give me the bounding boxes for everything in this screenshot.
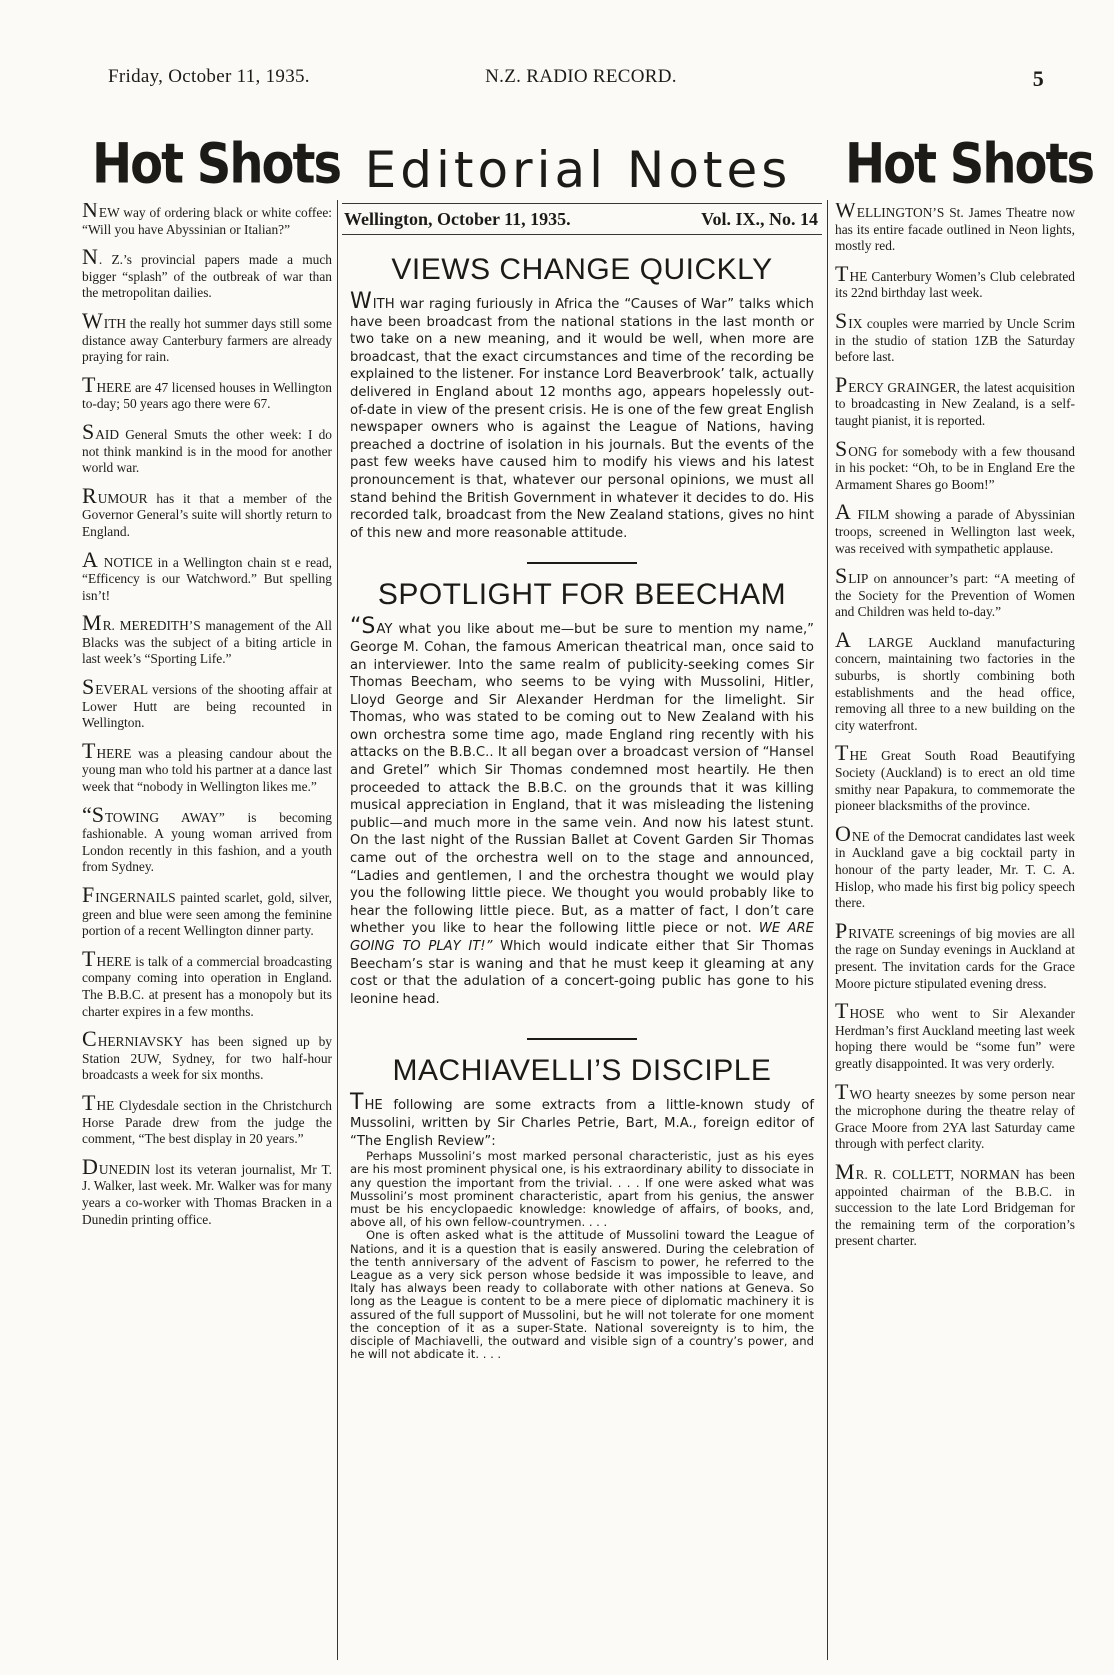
paragraph: SEVERAL versions of the shooting affair at Lower Hutt are being recounted in Wellington. bbox=[82, 674, 332, 731]
separator-rule bbox=[527, 562, 637, 564]
headline-beecham: SPOTLIGHT FOR BEECHAM bbox=[377, 578, 787, 612]
paragraph: THOSE who went to Sir Alexander Herdman’s first Auckland meeting last week hoping there would be “some fun” were greatly disappointed. It was very orderly. bbox=[835, 998, 1075, 1071]
paragraph: THERE are 47 licensed houses in Wellington to-day; 50 years ago there were 67. bbox=[82, 371, 332, 412]
headline-views-change: VIEWS CHANGE QUICKLY bbox=[391, 253, 773, 286]
paragraph: DUNEDIN lost its veteran journalist, Mr T. J. Walker, last week. Mr. Walker was for many years a co-worker with Thomas Bracken in a Dunedin printing office. bbox=[82, 1153, 332, 1227]
paragraph: TWO hearty sneezes by some person near the microphone during the theatre relay of Grace Moore from 2YA last Saturday came through with perfect clarity. bbox=[835, 1078, 1075, 1152]
dateline bbox=[342, 203, 822, 235]
editorial-notes-heading: Editorial Notes bbox=[364, 141, 792, 199]
paragraph: MR. R. COLLETT, NORMAN has been appointed chairman of the B.B.C. in succession to the late Lord Bridgeman for the remaining term of the corporation’s present charter. bbox=[835, 1158, 1075, 1249]
paragraph: A NOTICE in a Wellington chain st e read, “Efficency is our Watchword.” But spelling isn’t! bbox=[82, 546, 332, 603]
paragraph: N. Z.’s provincial papers made a much bigger “splash” of the outbreak of war than the metropolitan dailies. bbox=[82, 244, 332, 301]
paragraph: RUMOUR has it that a member of the Governor General’s suite will shortly return to England. bbox=[82, 482, 332, 539]
paragraph: THE Canterbury Women’s Club celebrated its 22nd birthday last week. bbox=[835, 260, 1075, 301]
paragraph: ONE of the Democrat candidates last week in Auckland gave a big cocktail party in honour of the party leader, Mr. T. C. A. Hislop, who made his first big policy speech there. bbox=[835, 820, 1075, 911]
editorial-column bbox=[342, 203, 822, 1361]
column-divider-right bbox=[827, 200, 828, 1660]
separator-rule bbox=[527, 1038, 637, 1040]
paragraph: NEW way of ordering black or white coffee: “Will you have Abyssinian or Italian?” bbox=[82, 203, 332, 237]
paragraph: One is often asked what is the attitude of Mussolini toward the League of Nations, and it is a question that is easily answered. During the celebration of the tenth anniversary of the advent of Fascism to power, he referred to the League as a very sick person whose bedside it was impossible to leave, and Italy has always been ready to collaborate with other nations at Geneva. So long as the League is content to be a mere piece of diplomatic machinery it is assured of the full support of Mussolini, but he will not tolerate for one moment the conception of it as a super-State. National sovereignty is to him, the disciple of Machiavelli, the outward and visible sign of a country’s power, and he will not abdicate it. . . . bbox=[350, 1228, 814, 1362]
headline-machiavelli: MACHIAVELLI’S DISCIPLE bbox=[392, 1054, 772, 1088]
paragraph: SAID General Smuts the other week: I do not think mankind is in the mood for another world war. bbox=[82, 418, 332, 476]
publication-name: N.Z. RADIO RECORD. bbox=[485, 66, 677, 87]
paragraph: FINGERNAILS painted scarlet, gold, silver, green and blue were seen among the feminine portion of a recent Wellington dinner party. bbox=[82, 882, 332, 939]
paragraph: A LARGE Auckland manufacturing concern, maintaining two factories in the suburbs, is shortly combining both establishments and the head office, removing all three to a new building on the city waterfront. bbox=[835, 626, 1075, 733]
paragraph: PRIVATE screenings of big movies are all the rage on Sunday evenings in Auckland at present. The invitation cards for the Grace Moore picture stipulated evening dress. bbox=[835, 917, 1075, 991]
hot-shots-left-column bbox=[82, 203, 332, 1663]
page-header bbox=[108, 66, 1054, 96]
paragraph: SONG for somebody with a few thousand in his pocket: “Oh, to be in England Ere the Armament Shares go Boom!” bbox=[835, 435, 1075, 492]
paragraph: THE Clydesdale section in the Christchurch Horse Parade drew from the judge the comment, “The best display in 20 years.” bbox=[82, 1089, 332, 1147]
paragraph: SLIP on announcer’s part: “A meeting of the Society for the Prevention of Women and Children was held to-day.” bbox=[835, 563, 1075, 620]
hot-shots-heading-left: Hot Shots bbox=[92, 131, 341, 197]
paragraph: PERCY GRAINGER, the latest acquisition to broadcasting in New Zealand, is a self-taught pianist, it is reported. bbox=[835, 371, 1075, 428]
paragraph: SIX couples were married by Uncle Scrim in the studio of station 1ZB the Saturday before last. bbox=[835, 307, 1075, 365]
dateline-place-date: Wellington, October 11, 1935. bbox=[344, 209, 571, 229]
paragraph: WELLINGTON’S St. James Theatre now has its entire facade outlined in Neon lights, mostly red. bbox=[835, 203, 1075, 254]
paragraph: THERE was a pleasing candour about the young man who told his partner at a dance last week that “nobody in Wellington likes me.” bbox=[82, 737, 332, 795]
hot-shots-right-column bbox=[835, 203, 1075, 1663]
paragraph: Perhaps Mussolini’s most marked personal characteristic, just as his eyes are his most prominent physical one, is his extraordinary ability to dissociate in any question the important from the trivial. . . . If one were asked what was Mussolini’s most prominent characteristic, apart from his genius, the answer must be his encyclopaedic knowledge: knowledge of affairs, of books, and, above all, of his own fellow-countrymen. . . . bbox=[350, 1149, 814, 1230]
article-views-change: WITH war raging furiously in Africa the “Causes of War” talks which have been broadcast from the national stations in the last month or two take on a new meaning, and it would be well, when more are broadcast, that the exact circumstances and time of the recording be explained to the listener. For instance Lord Beaverbrook’ talk, actually delivered in England about 12 months ago, appears hopelessly out-of-date in view of the present crisis. He is one of the few great English newspaper owners who is against the League of Nations, having preached a doctrine of isolation in his journals. But the events of the past few weeks have caused him to modify his views and his latest pronouncement is that, whatever our personal opinions, we must all stand behind the British Government in whatever it decides to do. His recorded talk, broadcast from the New Zealand stations, gives no hint of this new and more reasonable attitude. bbox=[350, 289, 814, 541]
page-number: 5 bbox=[1032, 66, 1044, 91]
paragraph: CHERNIAVSKY has been signed up by Station 2UW, Sydney, for two half-hour broadcasts a week for six months. bbox=[82, 1026, 332, 1083]
paragraph: WITH the really hot summer days still some distance away Canterbury farmers are already praying for rain. bbox=[82, 307, 332, 365]
paragraph: A FILM showing a parade of Abyssinian troops, screened in Wellington last week, was received with sympathetic applause. bbox=[835, 499, 1075, 556]
paragraph: THERE is talk of a commercial broadcasting company coming into operation in England. The B.B.C. at present has a monopoly but its charter expires in a few months. bbox=[82, 945, 332, 1019]
article-beecham: “SAY what you like about me—but be sure to mention my name,” George M. Cohan, the famous American theatrical man, once said to an interviewer. Into the same realm of publicity-seeking comes Sir Thomas Beecham, who seems to be vying with Mussolini, Hitler, Lloyd George and Sir Alexander Herdman for the limelight. Sir Thomas, who was stated to be coming out to New Zealand with his own orchestra some time ago, made England ring recently with his attacks on the B.B.C.. It all began over a broadcast version of “Hansel and Gretel” which Sir Thomas condemned most heartily. He then proceeded to attack the B.B.C. on the grounds that it was killing musical appreciation in England, that it was misleading the listening public—and much more in the same vein. And now his latest stunt. On the last night of the Russian Ballet at Covent Garden Sir Thomas came out of the orchestra well on to the stage and announced, “Ladies and gentlemen, I and the orchestra thought we would play you the following little piece. We thought you would probably like to hear the following little piece. But, as a matter of fact, I don’t care whether you like to hear the following little piece or not. WE ARE GOING TO PLAY IT!” Which would indicate either that Sir Thomas Beecham’s star is waning and that he must keep it gleaming at any cost or that the adulation of a concert-going public has gone to his leonine head. bbox=[350, 614, 814, 1007]
article-machiavelli: THE following are some extracts from a little-known study of Mussolini, written by Sir Charles Petrie, Bart, M.A., foreign editor of “The English Review”: Perhaps Mussolini’s most marked personal characteristic, just as his eyes are his most prominent physical one, is his extraordinary ability to dissociate in any question the important from the trivial. . . . If one were asked what was Mussolini’s most prominent characteristic, apart from his genius, the answer must be his encyclopaedic knowledge: knowledge of affairs, of books, and, above all, of his own fellow-countrymen. . . . One is often asked what is the attitude of Mussolini toward the League of Nations, and it is a question that is easily answered. During the celebration of the tenth anniversary of the advent of Fascism to power, he referred to the League as a very sick person whose bedside it was impossible to leave, and Italy has always been ready to collaborate with other nations at Geneva. So long as the League is content to be a mere piece of diplomatic machinery it is assured of the full support of Mussolini, but he will not tolerate for one moment the conception of it as a super-State. National sovereignty is to him, the disciple of Machiavelli, the outward and visible sign of a country’s power, and he will not abdicate it. . . . bbox=[350, 1090, 814, 1362]
paragraph: THE Great South Road Beautifying Society (Auckland) is to erect an old time smithy near Papakura, to commemorate the pioneer blacksmiths of the province. bbox=[835, 740, 1075, 814]
hot-shots-heading-right: Hot Shots bbox=[845, 131, 1094, 197]
paragraph: MR. MEREDITH’S management of the All Blacks was the subject of a biting article in last week’s “Sporting Life.” bbox=[82, 610, 332, 667]
column-divider-left bbox=[337, 200, 338, 1660]
issue-date: Friday, October 11, 1935. bbox=[108, 66, 310, 87]
paragraph: “STOWING AWAY” is becoming fashionable. A young woman arrived from London recently in this fashion, and a youth from Sydney. bbox=[82, 801, 332, 875]
dateline-volume: Vol. IX., No. 14 bbox=[701, 209, 818, 229]
